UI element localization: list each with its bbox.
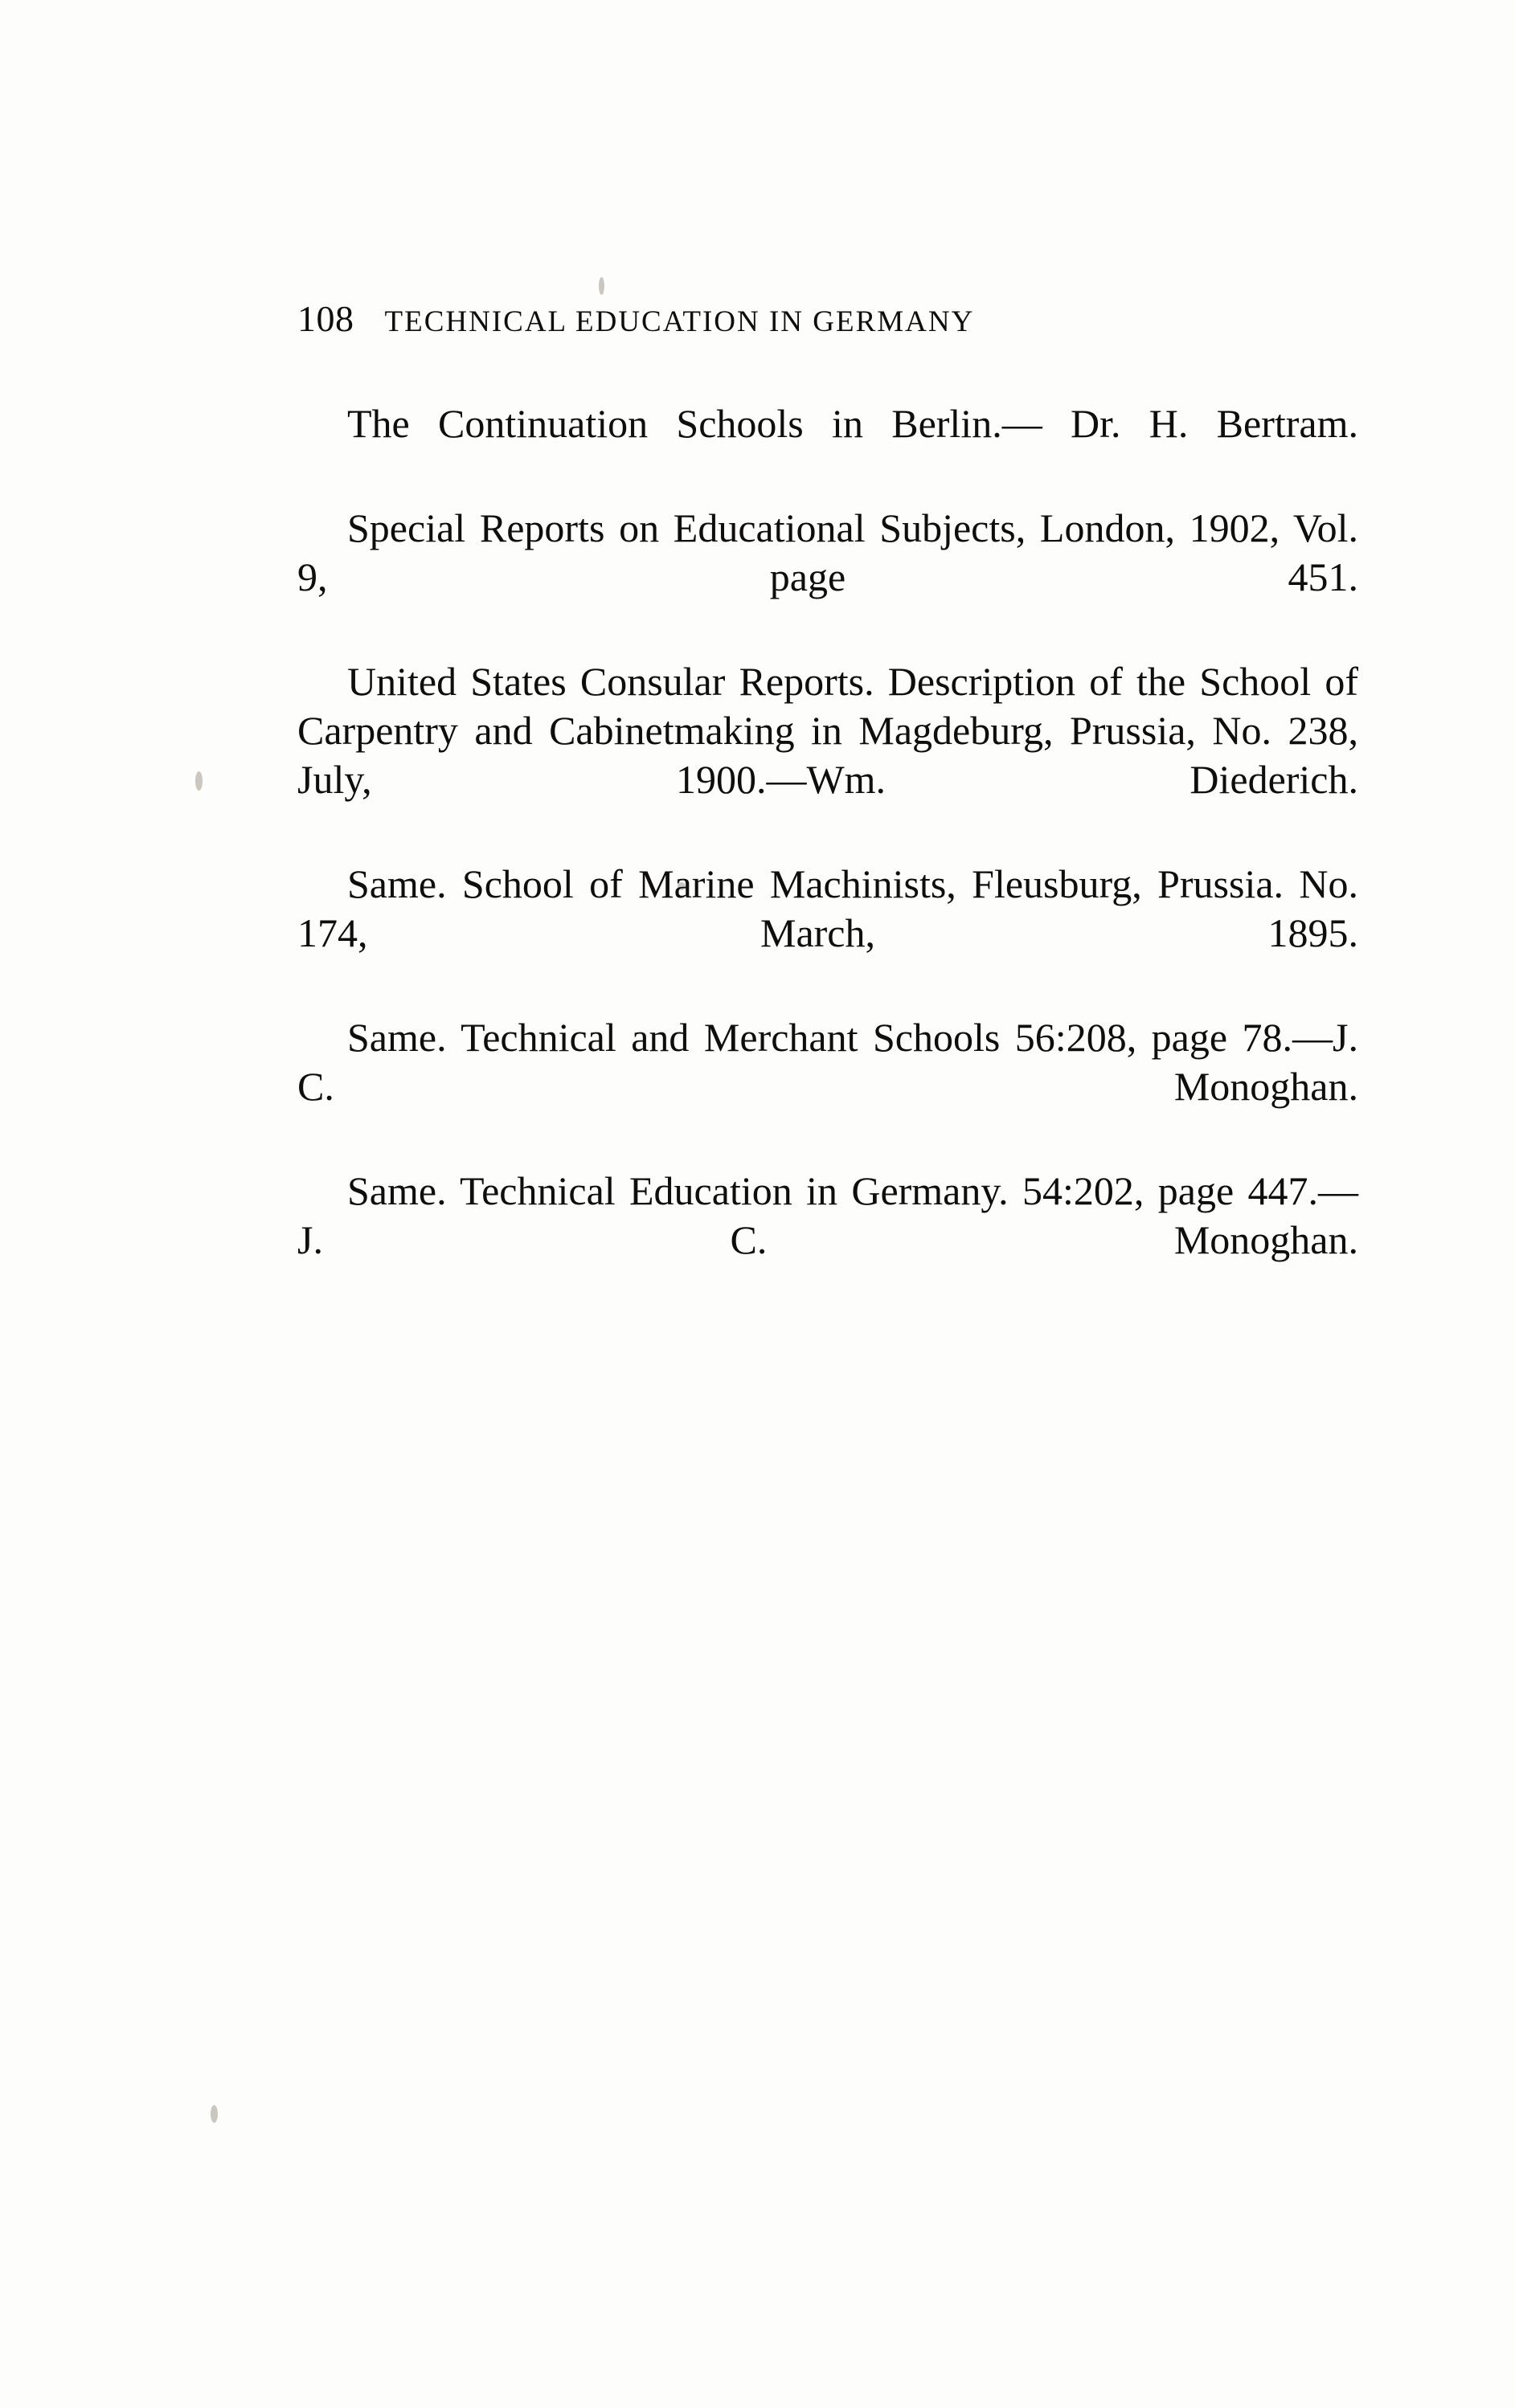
bibliography-entry: The Continuation Schools in Berlin.— Dr. H. Bertram.: [347, 401, 1358, 446]
bibliography-entry: Same. Technical Education in Germany. 54:202, page 447.—J. C. Monoghan.: [297, 1168, 1358, 1262]
page-speck: [599, 277, 604, 295]
page-number: 108: [297, 298, 354, 339]
bibliography-entry: United States Consular Reports. Description of the School of Carpentry and Cabinetmaking in Magdeburg, Prussia, No. 238, July, 1900.—Wm. Diederich.: [297, 659, 1358, 802]
running-head-title: TECHNICAL EDUCATION IN GERMANY: [384, 305, 975, 338]
bibliography-entry: Same. School of Marine Machinists, Fleusburg, Prussia. No. 174, March, 1895.: [297, 861, 1358, 955]
running-head: [297, 297, 1358, 340]
page-content: [297, 297, 1358, 1320]
bibliography-entry: Same. Technical and Merchant Schools 56:208, page 78.—J. C. Monoghan.: [297, 1015, 1358, 1109]
page-speck: [195, 771, 203, 791]
bibliography-entry: Special Reports on Educational Subjects, London, 1902, Vol. 9, page 451.: [297, 505, 1358, 599]
page-speck: [211, 2105, 218, 2123]
